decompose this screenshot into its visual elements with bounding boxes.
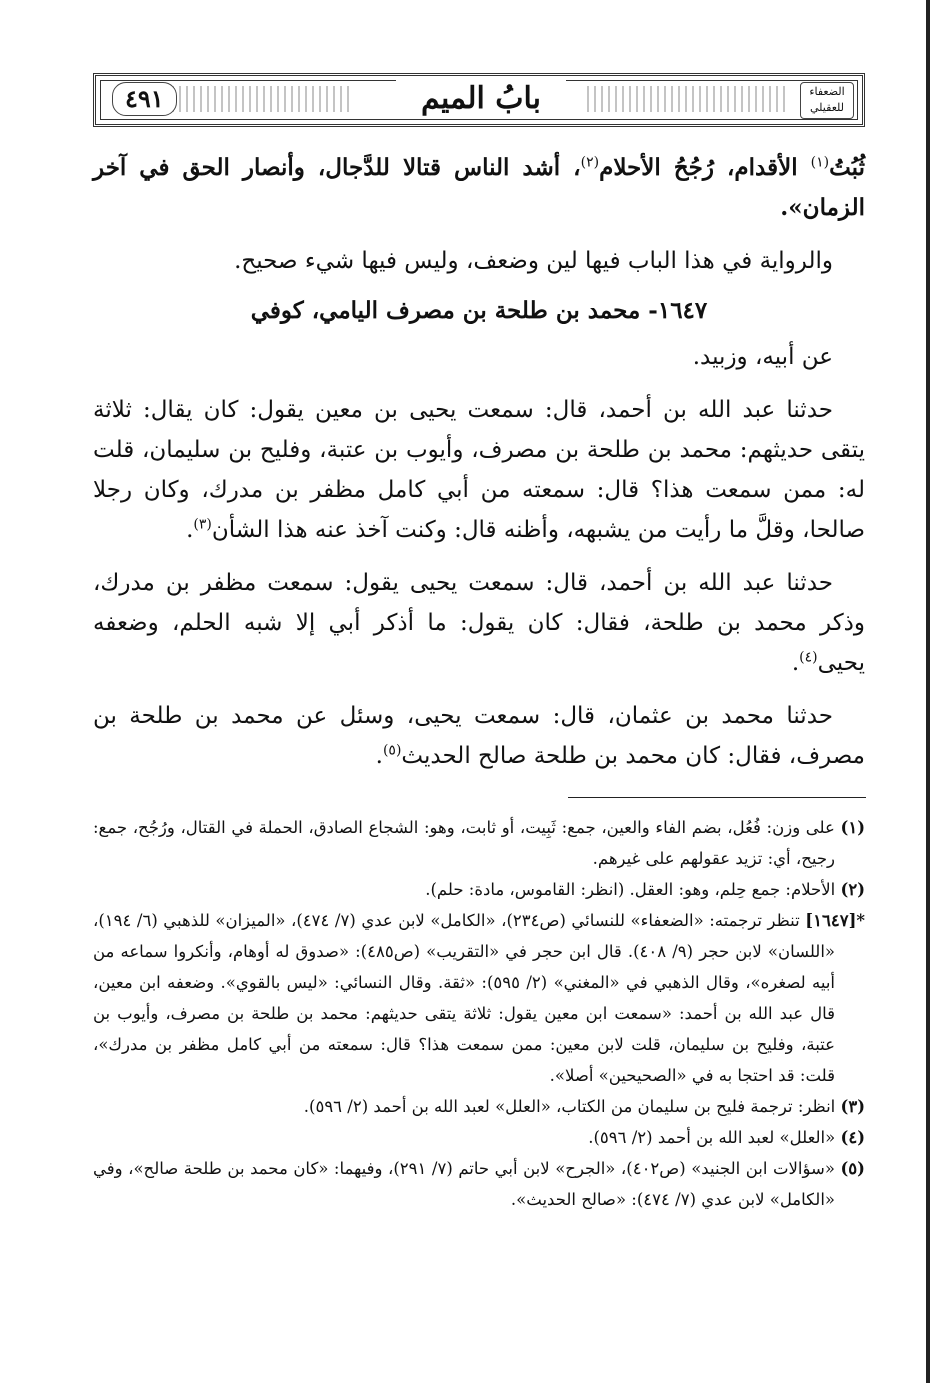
header-ornament-right bbox=[587, 86, 787, 112]
footnote-5 bbox=[93, 1153, 865, 1215]
footnote-separator bbox=[568, 797, 866, 798]
paragraph-4-a: حدثنا عبد الله بن أحمد، قال: سمعت يحيى بن معين يقول: كان يقال: ثلاثة يتقى حديثهم: محمد بن طلحة بن مصرف، وأيوب بن عتبة، وفليح بن سليمان، قلت له: ممن سمعت هذا؟ قال: سمعته من أبي كامل مظفر بن مدرك، وكان رجلا صالحا، وقلَّ ما رأيت من يشبهه، وأظنه قال: وكنت آخذ عنه هذا الشأن bbox=[93, 397, 865, 543]
paragraph-5 bbox=[93, 563, 865, 683]
page-number: ٤٩١ bbox=[112, 82, 177, 116]
footnote-entry-1647 bbox=[93, 905, 865, 1091]
footnote-1 bbox=[93, 812, 865, 874]
paragraph-4 bbox=[93, 390, 865, 550]
footnote-text: على وزن: فُعُل، بضم الفاء والعين، جمع: ثَبِيت، أو ثابت، وهو: الشجاع الصادق، الحملة في القتال، ورُجُح، جمع: رجيح، أي: تزيد عقولهم على غيرهم. bbox=[93, 818, 835, 868]
footnote-text: «سؤالات ابن الجنيد» (ص٤٠٢)، «الجرح» لابن أبي حاتم (٧/ ٢٩١)، وفيهما: «كان محمد بن طلحة صالح»، وفي «الكامل» لابن عدي (٧/ ٤٧٤): «صالح الحديث». bbox=[93, 1159, 835, 1209]
header-ornament-left bbox=[151, 86, 351, 112]
footnote-text: انظر: ترجمة فليح بن سليمان من الكتاب، «العلل» لعبد الله بن أحمد (٢/ ٥٩٦). bbox=[303, 1097, 836, 1116]
footnote-marker: (١) bbox=[840, 818, 865, 837]
footnote-ref-3: (٣) bbox=[193, 516, 212, 533]
footnote-2 bbox=[93, 874, 865, 905]
paragraph-1-a: ثُبُتُ bbox=[829, 154, 865, 181]
paragraph-1-c: ، أشد الناس قتالا للدَّجال، وأنصار الحق في آخر الزمان». bbox=[93, 154, 865, 221]
paragraph-6-b: . bbox=[375, 743, 383, 769]
paragraph-1 bbox=[93, 148, 865, 228]
paragraph-1-b: الأقدام، رُجُحُ الأحلام bbox=[599, 154, 811, 181]
footnote-marker: (٥) bbox=[840, 1159, 865, 1178]
footnote-ref-5: (٥) bbox=[382, 742, 402, 759]
footnote-marker: (٢) bbox=[840, 880, 865, 899]
footnote-4 bbox=[93, 1122, 865, 1153]
footnote-marker: (٣) bbox=[840, 1097, 865, 1116]
footnote-marker: *[١٦٤٧] bbox=[805, 911, 865, 930]
footnote-text: تنظر ترجمته: «الضعفاء» للنسائي (ص٢٣٤)، «الكامل» لابن عدي (٧/ ٤٧٤)، «الميزان» للذهبي (٦/ ١٩٤)، «اللسان» لابن حجر (٩/ ٤٠٨). قال ابن حجر في «التقريب» (ص٤٨٥): «صدوق له أوهام، وأنكروا سماعه من أبيه لصغره»، وقال الذهبي في «المغني» (٢/ ٥٩٥): «ثقة. وقال النسائي: «ليس بالقوي». وضعفه ابن معين، قال عبد الله بن أحمد: «سمعت ابن معين يقول: ثلاثة يتقى حديثهم: محمد بن طلحة بن مصرف، وأيوب بن عتبة، وفليح بن سليمان، قلت لابن معين: ممن سمعت هذا؟ قال: سمعته من أبي كامل مظفر بن مدرك»، قلت: قد احتجا به في «الصحيحين» أصلا». bbox=[93, 911, 836, 1085]
footnote-text: «العلل» لعبد الله بن أحمد (٢/ ٥٩٦). bbox=[588, 1128, 836, 1147]
footnote-text: الأحلام: جمع حِلم، وهو: العقل. (انظر: القاموس، مادة: حلم). bbox=[425, 880, 836, 899]
paragraph-6 bbox=[93, 696, 865, 776]
paragraph-6-a: حدثنا محمد بن عثمان، قال: سمعت يحيى، وسئل عن محمد بن طلحة بن مصرف، فقال: كان محمد بن طلحة صالح الحديث bbox=[93, 703, 865, 769]
main-text bbox=[93, 148, 865, 776]
footnote-ref-1: (١) bbox=[810, 154, 830, 171]
footnote-3 bbox=[93, 1091, 865, 1122]
paragraph-4-b: . bbox=[186, 517, 194, 543]
footnote-ref-4: (٤) bbox=[799, 649, 818, 666]
paragraph-3: عن أبيه، وزبيد. bbox=[692, 344, 833, 370]
book-logo: الضعفاء للعقيلي bbox=[800, 82, 854, 119]
entry-heading: ١٦٤٧- محمد بن طلحة بن مصرف اليامي، كوفي bbox=[250, 297, 708, 324]
footnote-marker: (٤) bbox=[840, 1128, 865, 1147]
chapter-title: بابُ الميم bbox=[396, 80, 566, 118]
paragraph-5-b: . bbox=[791, 650, 800, 676]
footnotes bbox=[93, 812, 865, 1215]
page-edge-rule bbox=[926, 0, 930, 1383]
paragraph-5-a: حدثنا عبد الله بن أحمد، قال: سمعت يحيى يقول: سمعت مظفر بن مدرك، وذكر محمد بن طلحة، فقال: كان يقول: ما أذكر أبي إلا شبه الحلم، وضعفه يحيى bbox=[93, 570, 865, 676]
footnote-ref-2: (٢) bbox=[580, 154, 600, 171]
paragraph-2: والرواية في هذا الباب فيها لين وضعف، وليس فيها شيء صحيح. bbox=[234, 248, 833, 274]
running-header bbox=[93, 73, 865, 127]
